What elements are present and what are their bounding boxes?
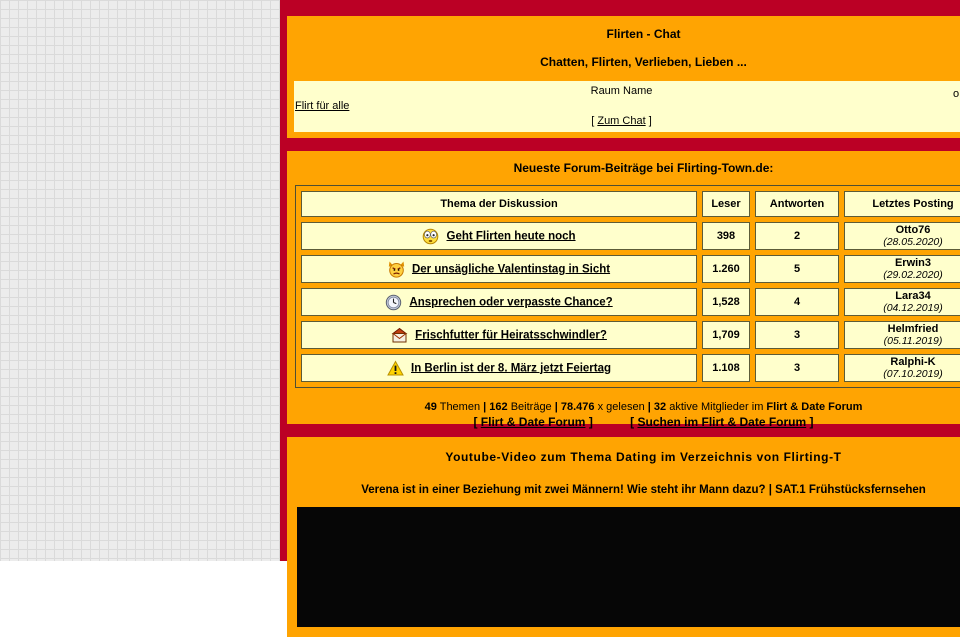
video-section-title: Youtube-Video zum Thema Dating im Verzeichnis von Flirting-T bbox=[445, 450, 842, 464]
topic-link[interactable]: Frischfutter für Heiratsschwindler? bbox=[415, 328, 607, 341]
chat-room-box bbox=[294, 81, 960, 132]
zum-chat-link[interactable]: Zum Chat bbox=[597, 115, 646, 127]
table-row bbox=[301, 255, 960, 283]
last-post-date: (04.12.2019) bbox=[883, 302, 943, 314]
table-row bbox=[301, 321, 960, 349]
clock-icon bbox=[385, 294, 402, 311]
forum-section bbox=[287, 151, 960, 429]
video-section bbox=[287, 437, 960, 637]
col-header-answers: Antworten bbox=[755, 191, 839, 217]
table-header-row bbox=[301, 191, 960, 217]
reads-count: 78.476 bbox=[560, 401, 595, 413]
main-content bbox=[280, 0, 960, 561]
video-caption: Verena ist in einer Beziehung mit zwei Männern! Wie steht ihr Mann dazu? | SAT.1 Frühstücksfernsehen bbox=[361, 484, 926, 496]
topic-link[interactable]: Der unsägliche Valentinstag in Sicht bbox=[411, 262, 611, 275]
forum-name: Flirt & Date Forum bbox=[766, 401, 863, 413]
col-header-topic: Thema der Diskussion bbox=[301, 191, 697, 217]
chat-section-subtitle: Chatten, Flirten, Verlieben, Lieben ... bbox=[540, 55, 747, 69]
last-post-date: (07.10.2019) bbox=[883, 368, 943, 380]
warning-triangle-icon bbox=[387, 360, 404, 377]
readers-count: 1.108 bbox=[702, 354, 750, 382]
forum-stats-line: 49 Themen | 162 Beiträge | 78.476 x gelesen | 32 aktive Mitglieder im Flirt & Date Forum bbox=[424, 401, 863, 413]
col-header-readers: Leser bbox=[702, 191, 750, 217]
forum-posts-table bbox=[295, 185, 960, 388]
online-column-header: o bbox=[953, 88, 960, 100]
readers-count: 398 bbox=[702, 222, 750, 250]
last-post-author: Helmfried bbox=[887, 323, 939, 335]
topic-link[interactable]: Geht Flirten heute noch bbox=[446, 229, 576, 242]
last-post-date: (05.11.2019) bbox=[883, 335, 943, 347]
forum-links-line: [ Flirt & Date Forum ] [ Suchen im Flirt & Date Forum ] bbox=[473, 415, 814, 429]
separator: | bbox=[554, 401, 558, 413]
members-count: 32 bbox=[653, 401, 667, 413]
table-row bbox=[301, 288, 960, 316]
last-post-author: Ralphi-K bbox=[890, 356, 936, 368]
topic-link[interactable]: In Berlin ist der 8. März jetzt Feiertag bbox=[411, 361, 612, 374]
forum-section-title: Neueste Forum-Beiträge bei Flirting-Town.de: bbox=[513, 161, 774, 175]
themes-count: 49 bbox=[424, 401, 437, 413]
posts-count: 162 bbox=[489, 401, 508, 413]
chat-room-link[interactable]: Flirt für alle bbox=[295, 100, 350, 112]
chat-section-title: Flirten - Chat bbox=[606, 27, 681, 41]
devil-smiley-icon bbox=[388, 261, 405, 278]
answers-count: 5 bbox=[755, 255, 839, 283]
zum-chat-line bbox=[294, 114, 949, 129]
search-forum-link[interactable]: Suchen im Flirt & Date Forum bbox=[637, 415, 807, 429]
separator: | bbox=[647, 401, 651, 413]
topic-link[interactable]: Ansprechen oder verpasste Chance? bbox=[409, 295, 613, 308]
readers-count: 1,709 bbox=[702, 321, 750, 349]
table-row bbox=[301, 222, 960, 250]
answers-count: 3 bbox=[755, 321, 839, 349]
last-post-date: (28.05.2020) bbox=[883, 236, 943, 248]
answers-count: 2 bbox=[755, 222, 839, 250]
flirt-date-forum-link[interactable]: Flirt & Date Forum bbox=[480, 415, 586, 429]
table-row bbox=[301, 354, 960, 382]
background-grid bbox=[0, 0, 280, 561]
answers-count: 4 bbox=[755, 288, 839, 316]
readers-count: 1,528 bbox=[702, 288, 750, 316]
chat-section bbox=[287, 16, 960, 138]
answers-count: 3 bbox=[755, 354, 839, 382]
last-post-author: Otto76 bbox=[895, 224, 931, 236]
bracket-open: [ bbox=[591, 115, 595, 127]
youtube-video-player[interactable] bbox=[297, 507, 960, 627]
separator: | bbox=[483, 401, 487, 413]
last-post-date: (29.02.2020) bbox=[883, 269, 943, 281]
last-post-author: Erwin3 bbox=[894, 257, 932, 269]
col-header-last-posting: Letztes Posting bbox=[844, 191, 960, 217]
last-post-author: Lara34 bbox=[895, 290, 931, 302]
bracket-close: ] bbox=[648, 115, 652, 127]
room-name-header: Raum Name bbox=[590, 85, 653, 97]
eek-smiley-icon bbox=[422, 228, 439, 245]
readers-count: 1.260 bbox=[702, 255, 750, 283]
mail-envelope-icon bbox=[391, 327, 408, 344]
